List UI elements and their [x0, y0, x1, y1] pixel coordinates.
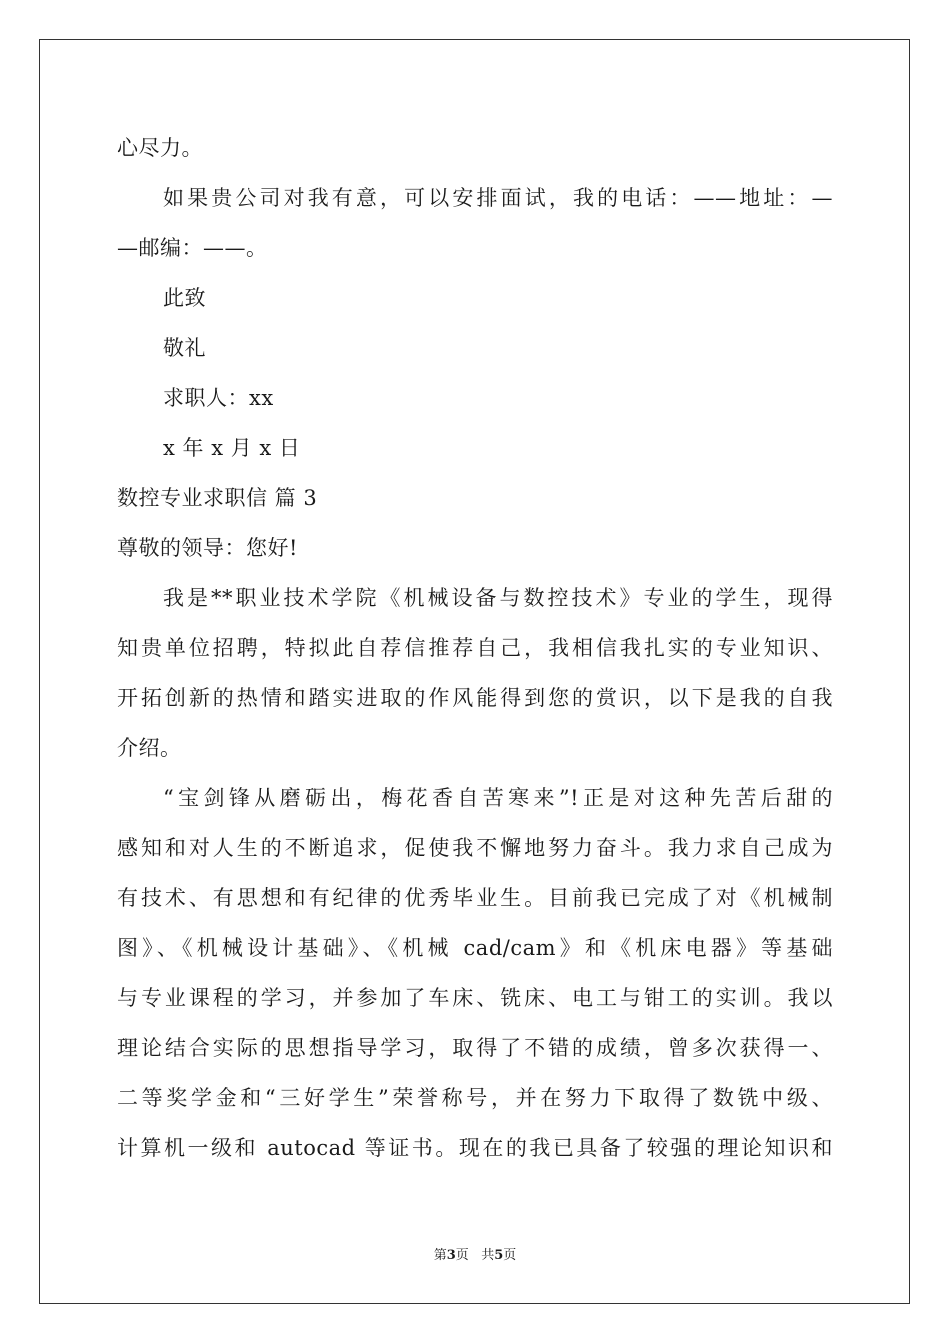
text-line: 如果贵公司对我有意，可以安排面试，我的电话：——地址：—	[163, 186, 833, 210]
text-line: —邮编：——。	[117, 236, 268, 260]
salutation: 尊敬的领导：您好!	[117, 536, 298, 560]
text-line: 敬礼	[163, 336, 206, 360]
page-footer	[0, 1247, 950, 1265]
text-line: 图》、《机械设计基础》、《机械 cad/cam》和《机床电器》等基础	[117, 936, 833, 960]
text-line: 心尽力。	[117, 136, 203, 160]
section-heading: 数控专业求职信 篇 3	[117, 486, 318, 510]
text-line: 开拓创新的热情和踏实进取的作风能得到您的赏识，以下是我的自我	[117, 686, 833, 710]
text-line: 此致	[163, 286, 206, 310]
text-line: 介绍。	[117, 736, 182, 760]
total-pages-number: 5	[494, 1248, 504, 1263]
footer-total-suffix: 页	[503, 1248, 517, 1263]
page-frame	[39, 39, 910, 1304]
signature-line: 求职人：xx	[163, 386, 274, 410]
footer-prefix: 第	[433, 1248, 447, 1263]
text-line: 有技术、有思想和有纪律的优秀毕业生。目前我已完成了对《机械制	[117, 886, 833, 910]
footer-page-suffix: 页	[455, 1248, 469, 1263]
text-line: “宝剑锋从磨砺出，梅花香自苦寒来”!正是对这种先苦后甜的	[163, 786, 833, 810]
text-line: 二等奖学金和“三好学生”荣誉称号，并在努力下取得了数铣中级、	[117, 1086, 833, 1110]
text-line: 计算机一级和 autocad 等证书。现在的我已具备了较强的理论知识和	[117, 1136, 833, 1160]
text-line: 知贵单位招聘，特拟此自荐信推荐自己，我相信我扎实的专业知识、	[117, 636, 833, 660]
text-line: 我是**职业技术学院《机械设备与数控技术》专业的学生，现得	[163, 586, 833, 610]
footer-total-prefix: 共	[481, 1248, 495, 1263]
current-page-number: 3	[446, 1248, 456, 1263]
date-line: x 年 x 月 x 日	[163, 436, 301, 460]
text-line: 与专业课程的学习，并参加了车床、铣床、电工与钳工的实训。我以	[117, 986, 833, 1010]
text-line: 理论结合实际的思想指导学习，取得了不错的成绩，曾多次获得一、	[117, 1036, 833, 1060]
text-line: 感知和对人生的不断追求，促使我不懈地努力奋斗。我力求自己成为	[117, 836, 833, 860]
